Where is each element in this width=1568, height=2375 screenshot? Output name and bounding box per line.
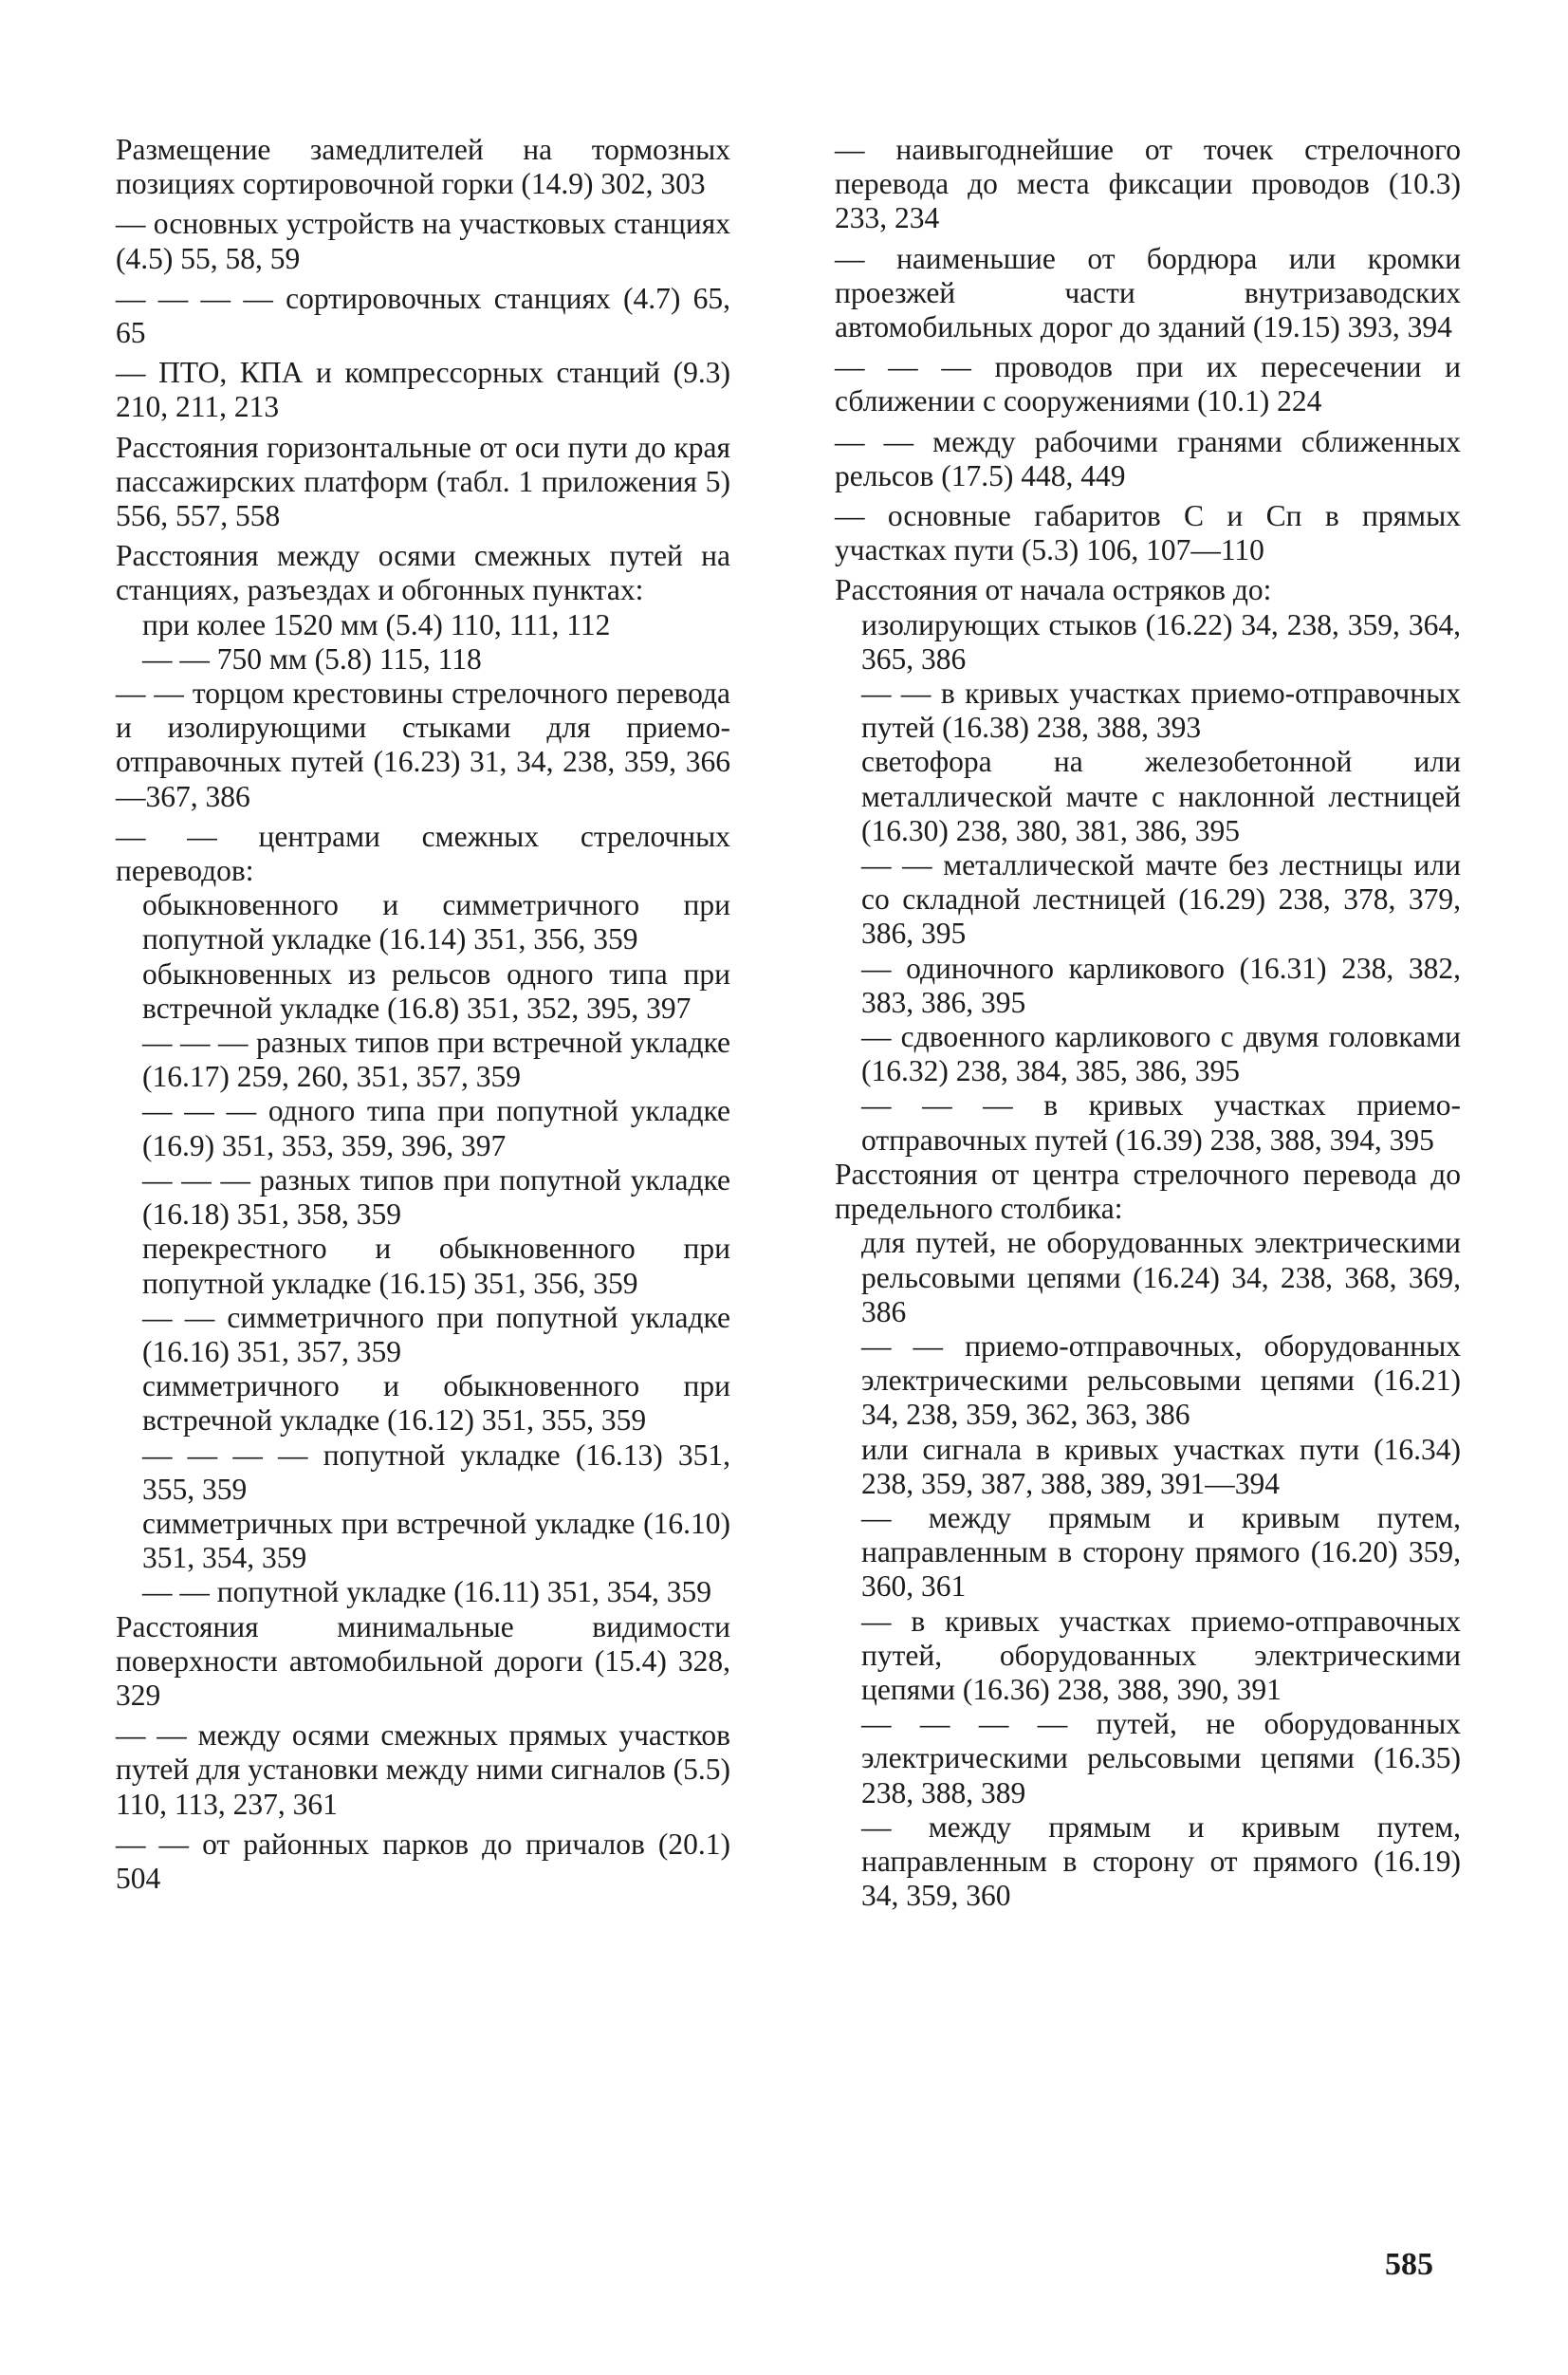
index-column-right [835,133,1461,1913]
index-entry: Размещение замедлителей на тормозных позициях сортировочной горки (14.9) 302, 303 [116,133,730,201]
index-subentry: — — симметричного при попутной укладке (16.16) 351, 357, 359 [142,1300,730,1368]
index-subentry: светофора на железобетонной или металлической мачте с наклонной лестницей (16.30) 238, 380, 381, 386, 395 [861,745,1461,847]
index-subentry: — — — в кривых участках приемо-отправочных путей (16.39) 238, 388, 394, 395 [861,1088,1461,1157]
index-subentry: — — металлической мачте без лестницы или со складной лестницей (16.29) 238, 378, 379, 386, 395 [861,848,1461,951]
index-entry: — — — проводов при их пересечении и сближении с сооружениями (10.1) 224 [835,350,1461,418]
index-subentry: или сигнала в кривых участках пути (16.34) 238, 359, 387, 388, 389, 391—394 [861,1432,1461,1500]
index-subentry: обыкновенного и симметричного при попутной укладке (16.14) 351, 356, 359 [142,888,730,956]
index-subentry: — — — — путей, не оборудованных электрическими рельсовыми цепями (16.35) 238, 388, 389 [861,1707,1461,1809]
index-entry: Расстояния горизонтальные от оси пути до края пассажирских платформ (табл. 1 приложения 5) 556, 557, 558 [116,430,730,533]
index-entry: Расстояния от начала остряков до: [835,573,1272,607]
index-subentry: — между прямым и кривым путем, направленным в сторону от прямого (16.19) 34, 359, 360 [861,1809,1461,1913]
index-subentry: перекрестного и обыкновенного при попутной укладке (16.15) 351, 356, 359 [142,1232,730,1300]
index-entry: Расстояния минимальные видимости поверхности автомобильной дороги (15.4) 328, 329 [116,1609,730,1712]
index-entry: — — от районных парков до причалов (20.1) 504 [116,1827,730,1895]
index-entry: — основные габаритов С и Сп в прямых участках пути (5.3) 106, 107—110 [835,499,1461,567]
index-subentry: — сдвоенного карликового с двумя головками (16.32) 238, 384, 385, 386, 395 [861,1020,1461,1088]
index-subentry: — — 750 мм (5.8) 115, 118 [142,641,482,676]
index-entry: — — центрами смежных стрелочных переводов: [116,819,730,888]
index-subentry: — — — разных типов при встречной укладке (16.17) 259, 260, 351, 357, 359 [142,1026,730,1094]
index-subentry: для путей, не оборудованных электрическими рельсовыми цепями (16.24) 34, 238, 368, 369, 386 [861,1226,1461,1328]
index-column-left [116,133,730,1902]
index-entry: — основных устройств на участковых станциях (4.5) 55, 58, 59 [116,207,730,275]
index-subentry: — — попутной укладке (16.11) 351, 354, 359 [142,1575,712,1609]
index-subentry: обыкновенных из рельсов одного типа при встречной укладке (16.8) 351, 352, 395, 397 [142,956,730,1025]
index-entry: — наивыгоднейшие от точек стрелочного перевода до места фиксации проводов (10.3) 233, 234 [835,133,1461,235]
index-subentry: — — — одного типа при попутной укладке (16.9) 351, 353, 359, 396, 397 [142,1094,730,1162]
index-subentry: — — — — попутной укладке (16.13) 351, 355, 359 [142,1438,730,1506]
index-entry: — — — — сортировочных станциях (4.7) 65, 65 [116,281,730,350]
index-entry: — наименьшие от бордюра или кромки проезжей части внутризаводских автомобильных дорог до зданий (19.15) 393, 394 [835,241,1461,344]
index-subentry: — — — разных типов при попутной укладке (16.18) 351, 358, 359 [142,1162,730,1232]
index-entry: — — между рабочими гранями сближенных рельсов (17.5) 448, 449 [835,424,1461,492]
index-subentry: изолирующих стыков (16.22) 34, 238, 359, 364, 365, 386 [861,607,1461,676]
index-subentry: симметричных при встречной укладке (16.10) 351, 354, 359 [142,1506,730,1575]
index-subentry: при колее 1520 мм (5.4) 110, 111, 112 [142,607,611,641]
index-entry: — ПТО, КПА и компрессорных станций (9.3) 210, 211, 213 [116,356,730,424]
index-subentry: симметричного и обыкновенного при встречной укладке (16.12) 351, 355, 359 [142,1369,730,1438]
index-subentry: — — в кривых участках приемо-отправочных путей (16.38) 238, 388, 393 [861,677,1461,745]
index-entry: Расстояния между осями смежных путей на станциях, разъездах и обгонных пунктах: [116,539,730,607]
index-subentry: — — приемо-отправочных, оборудованных электрическими рельсовыми цепями (16.21) 34, 238, 359, 362, 363, 386 [861,1328,1461,1432]
index-subentry: — одиночного карликового (16.31) 238, 382, 383, 386, 395 [861,951,1461,1019]
index-entry: Расстояния от центра стрелочного перевода до предельного столбика: [835,1157,1461,1226]
index-subentry: — в кривых участках приемо-отправочных путей, оборудованных электрическими цепями (16.36) 238, 388, 390, 391 [861,1604,1461,1706]
page-number: 585 [1385,2247,1433,2282]
index-subentry: — между прямым и кривым путем, направленным в сторону прямого (16.20) 359, 360, 361 [861,1500,1461,1604]
index-entry: — — торцом крестовины стрелочного перевода и изолирующими стыками для приемо-отправочных путей (16.23) 31, 34, 238, 359, 366—367, 386 [116,677,730,813]
index-entry: — — между осями смежных прямых участков путей для установки между ними сигналов (5.5) 110, 113, 237, 361 [116,1718,730,1821]
